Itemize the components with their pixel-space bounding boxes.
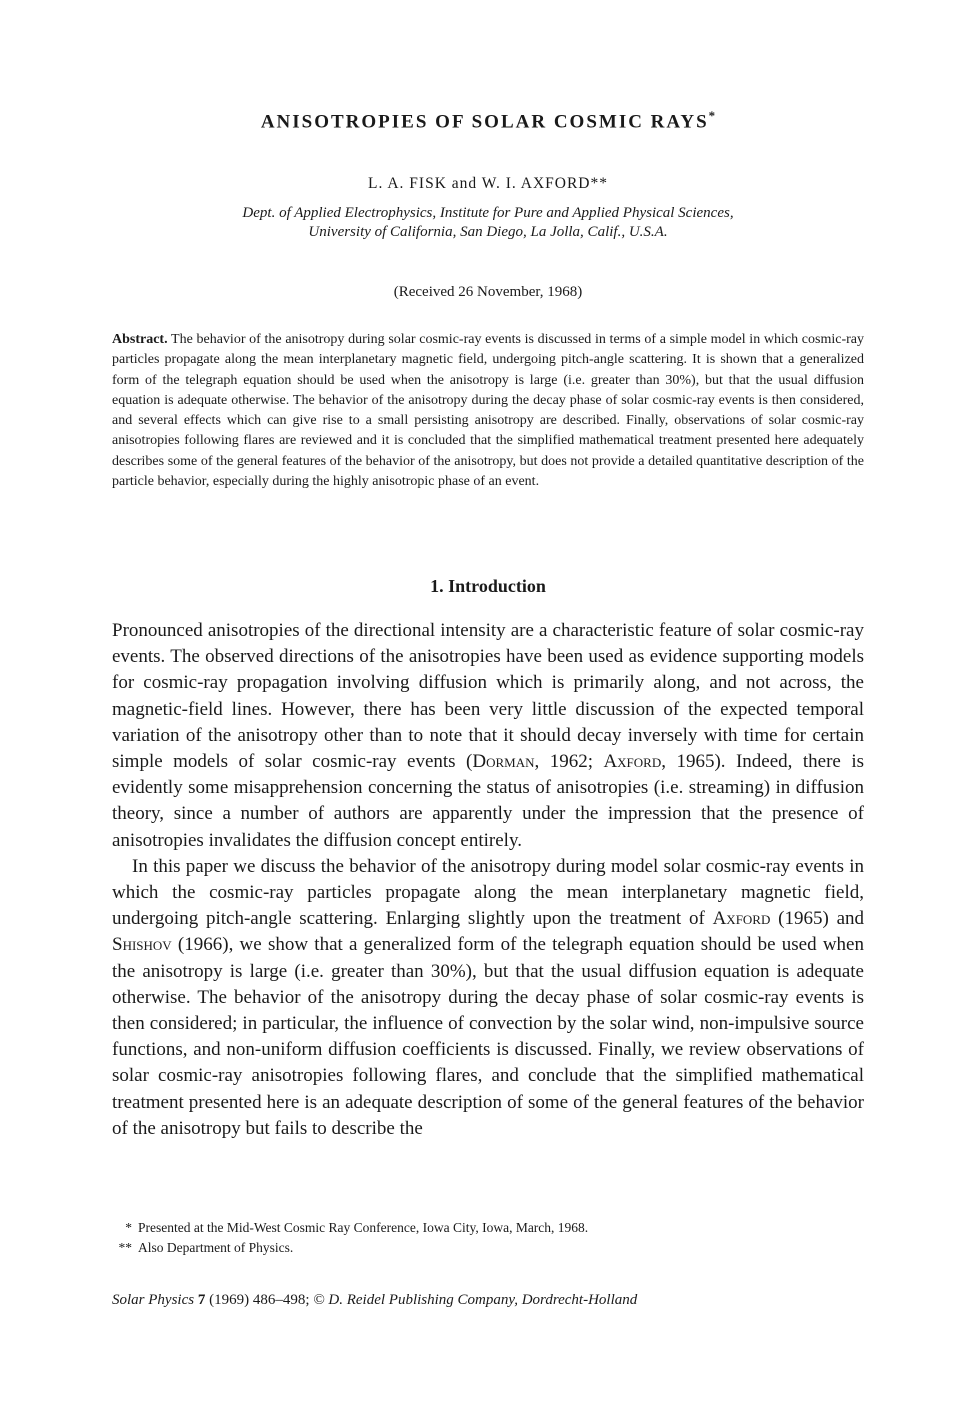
footnote-2: ** Also Department of Physics. <box>118 1240 294 1255</box>
paper-page <box>112 0 864 1425</box>
citation-axford: Axford <box>712 908 771 930</box>
citation-axford: Axford <box>603 751 662 773</box>
body-text <box>112 618 864 1142</box>
abstract-text: The behavior of the anisotropy during solar cosmic-ray events is discussed in terms of a simple model in which cosmic-ray particles propagate along the mean interplanetary magnetic field, undergoing pitch-angle scattering. It is shown that a generalized form of the telegraph equation should be used when the anisotropy is large (i.e. greater than 30%), but that the usual diffusion equation is adequate otherwise. The behavior of the anisotropy during the decay phase of solar cosmic-ray events is then considered, and several effects which can give rise to a small persisting anisotropy are described. Finally, observations of solar cosmic-ray anisotropies following flares are reviewed and it is concluded that the simplified mathematical treatment presented here adequately describes some of the general features of the behavior of the anisotropy, but does not provide a detailed quantitative description of the particle behavior, especially during the highly anisotropic phase of an event. <box>112 332 864 490</box>
journal-volume: 7 <box>197 1292 206 1308</box>
citation-shishov: Shishov <box>112 934 172 956</box>
affiliation <box>112 204 864 242</box>
paragraph-1: Pronounced anisotropies of the directional intensity are a characteristic feature of solar cosmic-ray events. The observed directions of the anisotropies have been used as evidence supporting models for cosmic-ray propagation involving diffusion which is primarily along, and not across, the magnetic-field lines. However, there has been very little discussion of the expected temporal variation of the anisotropy other than to note that it should decay inversely with time for certain simple models of solar cosmic-ray events (Dorman, 1962; Axford, 1965). Indeed, there is evidently some misapprehension concerning the status of anisotropies (i.e. streaming) in diffusion theory, since a number of authors are apparently under the impression that the presence of anisotropies invalidates the diffusion concept entirely. <box>112 620 864 851</box>
citation-dorman: Dorman <box>472 751 535 773</box>
affiliation-line-2: University of California, San Diego, La Jolla, Calif., U.S.A. <box>308 224 668 240</box>
footnotes <box>112 1218 864 1258</box>
abstract <box>112 330 864 492</box>
abstract-label: Abstract. <box>112 332 168 347</box>
paper-title: ANISOTROPIES OF SOLAR COSMIC RAYS* <box>260 108 716 133</box>
title-footnote-mark: * <box>708 108 716 123</box>
section-heading: 1. Introduction <box>430 576 546 596</box>
journal-copyright: © D. Reidel Publishing Company, Dordrecht-Holland <box>313 1292 638 1308</box>
footnote-1: * Presented at the Mid-West Cosmic Ray Conference, Iowa City, Iowa, March, 1968. <box>125 1220 589 1235</box>
journal-citation <box>112 1292 864 1309</box>
journal-year-pages: (1969) 486–498; <box>209 1292 310 1308</box>
paragraph-2: In this paper we discuss the behavior of the anisotropy during model solar cosmic-ray events in which the cosmic-ray particles propagate along the mean interplanetary magnetic field, undergoing pitch-angle scattering. Enlarging slightly upon the treatment of Axford (1965) and Shishov (1966), we show that a generalized form of the telegraph equation should be used when the anisotropy is large (i.e. greater than 30%), but that the usual diffusion equation is adequate otherwise. The behavior of the anisotropy during the decay phase of solar cosmic-ray events is then considered; in particular, the influence of convection by the solar wind, non-impulsive source functions, and non-uniform diffusion coefficients is discussed. Finally, we review observations of solar cosmic-ray anisotropies following flares, and conclude that the simplified mathematical treatment presented here is an adequate description of some of the general features of the behavior of the anisotropy but fails to describe the <box>112 855 865 1139</box>
received-date: (Received 26 November, 1968) <box>393 284 583 300</box>
journal-name: Solar Physics <box>112 1292 195 1308</box>
authors: L. A. FISK and W. I. AXFORD** <box>368 175 608 192</box>
affiliation-line-1: Dept. of Applied Electrophysics, Institute for Pure and Applied Physical Sciences, <box>242 205 734 221</box>
